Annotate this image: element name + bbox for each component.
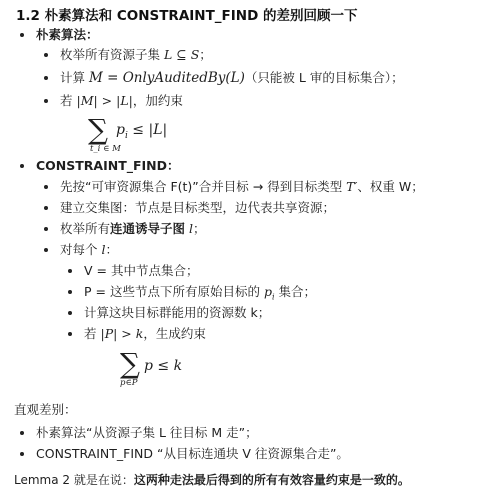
bullet [20,452,24,456]
naive-item-2-math: M = OnlyAuditedBy(L) [88,70,245,86]
lemma-bold: 这两种走法最后得到的所有有效容量约束是一致的。 [133,473,410,487]
naive-title: 朴素算法 [36,27,87,42]
bullet [44,227,48,231]
cf-sub-item-3-text: 计算这块目标群能用的资源数 k； [84,305,271,320]
cf-item-3-bold: 连通诱导子图 [110,221,186,236]
naive-title-item [20,27,99,43]
bullet [44,248,48,252]
bullet [44,206,48,210]
cf-title-colon: ： [167,158,180,173]
naive-item-2-text: 计算 [60,70,89,85]
cf-sub-item-1 [68,263,198,279]
cf-item-4-math: l [101,242,106,257]
sum-symbol: ∑ [120,347,140,380]
sum-subscript: p∈P [120,378,138,388]
bullet [44,53,48,57]
naive-item-3-text: 若 [60,93,77,108]
intuition-label: 直观差别： [14,402,77,417]
cf-sub-item-1-text: V = 其中节点集合； [84,263,199,278]
lemma-line [14,472,410,488]
naive-item-1-tail: ； [199,47,212,62]
bullet [44,185,48,189]
bullet [68,269,72,273]
cf-item-3-text: 枚举所有 [60,221,111,236]
bullet [20,431,24,435]
cf-item-2-text: 建立交集图：节点是目标类型，边代表共享资源； [60,200,336,215]
bullet [44,76,48,80]
lemma-prefix: Lemma 2 就是在说： [14,473,134,487]
intuition-item-2-text: CONSTRAINT_FIND “从目标连通块 V 往资源集合走”。 [36,446,349,461]
sum-subscript: t_i ∈ M [90,144,121,154]
sum-relation: ≤ |L| [127,122,168,138]
bullet [68,311,72,315]
naive-item-2 [44,70,404,86]
naive-sum-formula [88,114,198,154]
cf-title-item [20,158,180,174]
section-heading: 1.2 朴素算法和 CONSTRAINT_FIND 的差别回顾一下 [16,8,358,24]
bullet [20,164,24,168]
bullet [68,332,72,336]
cf-sum-formula [118,348,208,390]
sum-symbol: ∑ [88,113,108,146]
cf-sub-item-4-tail: ，生成约束 [143,326,206,341]
naive-item-3 [44,93,183,109]
naive-item-1-text: 枚举所有资源子集 [60,47,164,62]
cf-sub-item-4 [68,326,206,342]
cf-item-1-math: T′ [346,179,358,194]
cf-item-3 [44,221,206,237]
cf-sub-item-2-math-sub: i [271,292,275,302]
bullet [44,99,48,103]
sum-body-var: p [116,122,125,138]
naive-item-2-tail: （只能被 L 审的目标集合）； [244,70,404,85]
naive-item-3-math: |M| > |L| [76,93,133,108]
naive-item-3-tail: ，加约束 [132,93,183,108]
sum-body-sub: i [124,130,128,141]
cf-title: CONSTRAINT_FIND [36,158,168,173]
cf-item-3-math: l [185,221,194,236]
bullet [20,33,24,37]
naive-item-1 [44,47,212,63]
cf-sub-item-4-text: 若 [84,326,101,341]
naive-title-colon: ： [86,27,99,42]
cf-item-3-tail: ； [193,221,206,236]
cf-sub-item-2 [68,284,316,306]
cf-item-1 [44,179,424,195]
naive-item-1-math: L ⊆ S [163,47,200,62]
intuition-item-1-text: 朴素算法“从资源子集 L 往目标 M 走”； [36,425,258,440]
cf-sub-item-3 [68,305,270,321]
cf-sub-item-2-math: p [263,284,272,299]
cf-item-1-text: 先按“可审资源集合 F(t)”合并目标 → 得到目标类型 [60,179,347,194]
sum-body [116,122,167,141]
cf-item-4 [44,242,118,258]
sum-body: p ≤ k [144,358,183,374]
cf-sub-item-2-tail: 集合； [274,284,316,299]
intuition-item-1 [20,425,258,441]
bullet [68,290,72,294]
cf-item-4-text: 对每个 [60,242,102,257]
intuition-item-2 [20,446,349,462]
cf-sub-item-2-text: P = 这些节点下所有原始目标的 [84,284,264,299]
cf-item-4-tail: ： [105,242,118,257]
cf-sub-item-4-math: |P| > k [100,326,144,341]
cf-item-1-tail: 、权重 W； [357,179,424,194]
cf-item-2 [44,200,335,216]
